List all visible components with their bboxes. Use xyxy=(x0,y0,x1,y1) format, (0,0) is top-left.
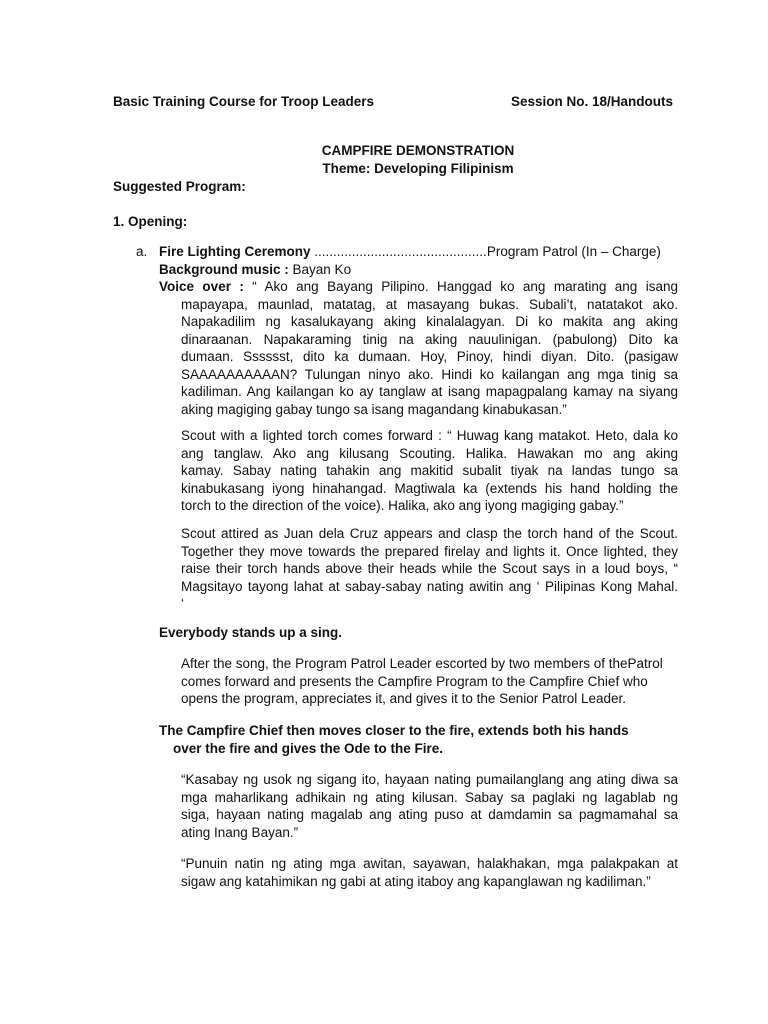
ode-line: siga, hayaan nating magalab ang ating puso at damdamin sa pagmamahal sa xyxy=(181,807,678,822)
scout-torch-line: kinabukasang iyong hinahangad. Magtiwala ka (extends his hand holding the xyxy=(181,480,678,496)
juan-line: Together they move towards the prepared firelay and lights it. Once lighted, they xyxy=(181,543,678,559)
dot-leader: .............................................. xyxy=(310,244,487,259)
ode-line: ating Inang Bayan.” xyxy=(181,824,299,840)
background-music-line xyxy=(159,261,351,279)
voice-over-line: Napakadilim ng kasalukayang aking kinalalagyan. Di ko makita ang aking xyxy=(181,314,678,329)
suggested-program-heading: Suggested Program: xyxy=(113,179,246,194)
program-patrol-in-charge: Program Patrol (In – Charge) xyxy=(486,244,661,259)
campfire-chief-line-2: over the fire and gives the Ode to the Fire. xyxy=(173,741,444,756)
document-title: CAMPFIRE DEMONSTRATION xyxy=(321,143,515,158)
after-song-line: comes forward and presents the Campfire Program to the Campfire Chief who xyxy=(181,673,648,689)
voice-over-line: aking magiging gabay tungo sa isang magandang kinabukasan.” xyxy=(181,401,567,417)
document-theme: Theme: Developing Filipinism xyxy=(322,161,514,176)
after-song-paragraph xyxy=(181,655,678,708)
ode-line: “Punuin natin ng ating mga awitan, sayawan, halakhakan, mga palakpakan at xyxy=(181,856,678,871)
voice-over-text: “ Ako ang Bayang Pilipino. Hanggad ko ang marating ang isang xyxy=(243,279,678,294)
voice-over-line: kadiliman. Ang kailangan ko ay tanglaw at isang mapagpalang kamay na siyang xyxy=(181,384,678,399)
ode-paragraph-2 xyxy=(181,855,678,890)
ode-line: “Kasabay ng usok ng sigang ito, hayaan nating pumailanglang ang ating diwa sa xyxy=(181,772,678,787)
voice-over-line: dinaraanan. Napakaraming tinig na aking nauulinigan. (pabulong) Dito ka xyxy=(181,331,678,347)
voice-over-line: mapayapa, maunlad, matatag, at masayang bukas. Subali’t, natatakot ako. xyxy=(181,296,678,312)
session-number: Session No. 18/Handouts xyxy=(511,94,674,109)
voice-over-first-line xyxy=(159,278,678,296)
juan-dela-cruz-paragraph xyxy=(181,525,678,613)
voice-over-line: SAAAAAAAAAAN? Tulungan ninyo ako. Hindi ko kailangan ang mga tinig sa xyxy=(181,366,678,382)
juan-line: Scout attired as Juan dela Cruz appears and clasp the torch hand of the Scout. xyxy=(181,526,678,541)
voice-over-line: dumaan. Sssssst, dito ka dumaan. Hoy, Pinoy, hindi diyan. Dito. (pasigaw xyxy=(181,349,678,364)
ode-line: mga maharlikang adhikain ng ating kilusan. Sabay sa paglaki ng lagablab ng xyxy=(181,789,678,805)
scout-torch-line: kamay. Sabay nating tahakin ang makitid subalit tiyak na landas tungo sa xyxy=(181,463,678,478)
juan-line: Magsitayo tayong lahat at sabay-sabay nating awitin ang ‘ Pilipinas Kong Mahal. xyxy=(181,578,678,594)
item-a-line xyxy=(159,243,661,261)
scout-torch-line: Scout with a lighted torch comes forward : “ Huwag kang matakot. Heto, dala ko xyxy=(181,428,678,443)
background-music-value: Bayan Ko xyxy=(288,262,352,277)
after-song-line: opens the program, appreciates it, and gives it to the Senior Patrol Leader. xyxy=(181,691,627,706)
opening-heading: 1. Opening: xyxy=(113,214,188,229)
everybody-stands-heading: Everybody stands up a sing. xyxy=(159,625,343,640)
item-a-marker: a. xyxy=(136,244,148,259)
scout-torch-line: torch to the direction of the voice). Halika, ako ang iyong magiging gabay.” xyxy=(181,498,624,513)
ode-line: sigaw ang katahimikan ng gabi at ating itaboy ang kapanglawan ng kadiliman.” xyxy=(181,873,651,889)
juan-line: ‘ xyxy=(181,596,184,611)
scout-torch-line: ang tanglaw. Ako ang kilusang Scouting. Halika. Hawakan mo ang aking xyxy=(181,445,678,461)
ode-paragraph-1 xyxy=(181,771,678,841)
course-title: Basic Training Course for Troop Leaders xyxy=(113,94,375,109)
after-song-line: After the song, the Program Patrol Leader escorted by two members of thePatrol xyxy=(181,656,663,671)
scout-torch-paragraph xyxy=(181,427,678,515)
voice-over-paragraph xyxy=(181,296,678,419)
background-music-label: Background music : xyxy=(159,262,289,277)
fire-lighting-label: Fire Lighting Ceremony xyxy=(159,244,311,259)
campfire-chief-line-1: The Campfire Chief then moves closer to the fire, extends both his hands xyxy=(159,723,629,738)
voice-over-label: Voice over : xyxy=(159,279,244,294)
juan-line: raise their torch hands above their heads while the Scout says in a loud boys, “ xyxy=(181,561,678,576)
